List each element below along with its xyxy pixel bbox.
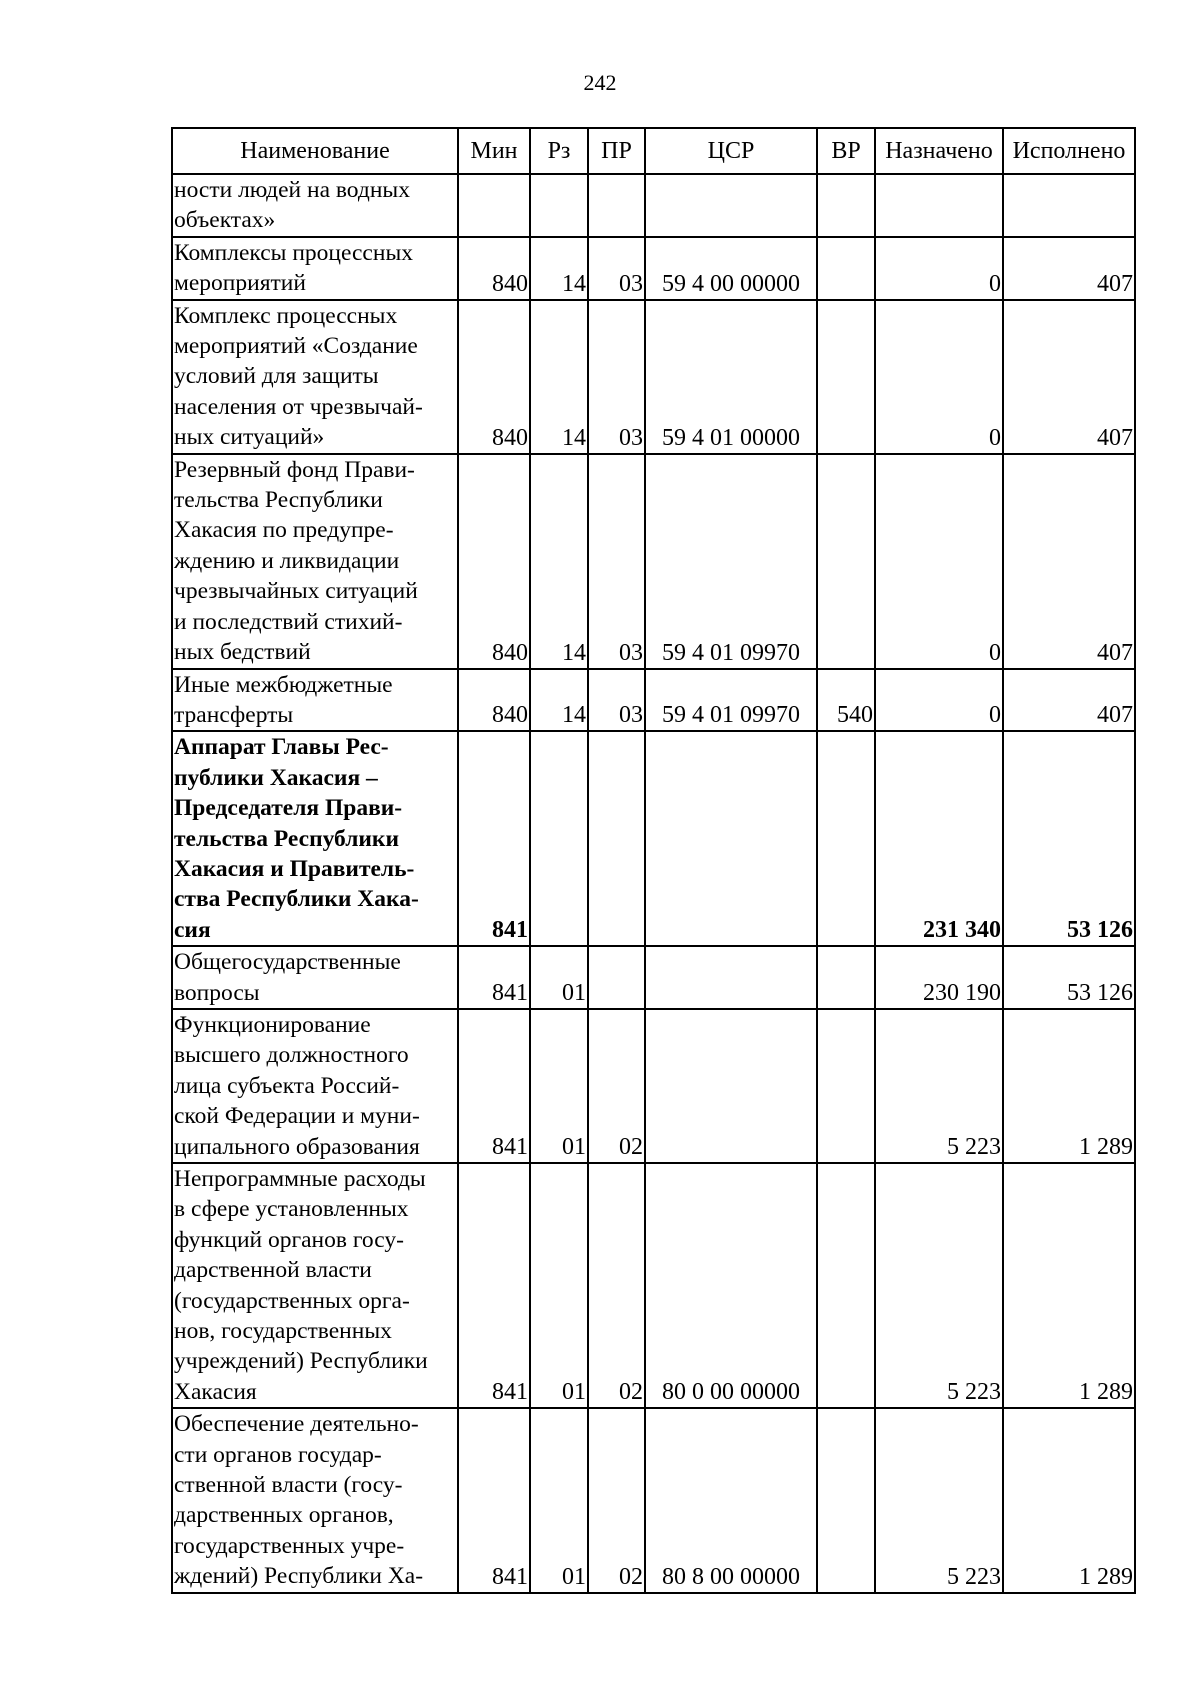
cell-name: Резервный фонд Прави- тельства Республики Хакасия по предупре- ждению и ликвидации чрезвычайных ситуаций и последствий стихий- ных бедствий bbox=[172, 454, 458, 669]
cell-name: ности людей на водных объектах» bbox=[172, 174, 458, 237]
cell-isp: 1 289 bbox=[1003, 1009, 1135, 1163]
cell-name: Функционирование высшего должностного лица субъекта Россий- ской Федерации и муни- ципального образования bbox=[172, 1009, 458, 1163]
table-row bbox=[172, 174, 1135, 237]
cell-min: 840 bbox=[458, 300, 530, 454]
cell-pr: 02 bbox=[588, 1009, 645, 1163]
cell-isp: 407 bbox=[1003, 237, 1135, 300]
cell-name: Непрограммные расходы в сфере установленных функций органов госу- дарственной власти (государственных орга- нов, государственных учреждений) Республики Хакасия bbox=[172, 1163, 458, 1408]
cell-isp: 407 bbox=[1003, 669, 1135, 732]
table-row bbox=[172, 300, 1135, 454]
cell-vr: 540 bbox=[817, 669, 875, 732]
table-row bbox=[172, 1163, 1135, 1408]
cell-name: Обеспечение деятельно- сти органов государ- ственной власти (госу- дарственных органов, государственных учре- ждений) Республики Ха- bbox=[172, 1408, 458, 1592]
table-row bbox=[172, 237, 1135, 300]
cell-rz bbox=[530, 174, 588, 237]
table-row bbox=[172, 1009, 1135, 1163]
cell-isp bbox=[1003, 174, 1135, 237]
cell-pr: 02 bbox=[588, 1163, 645, 1408]
cell-rz: 01 bbox=[530, 1163, 588, 1408]
cell-naz: 5 223 bbox=[875, 1009, 1003, 1163]
cell-min: 841 bbox=[458, 1163, 530, 1408]
cell-naz bbox=[875, 174, 1003, 237]
cell-rz bbox=[530, 731, 588, 946]
cell-rz: 01 bbox=[530, 1009, 588, 1163]
header-vr: ВР bbox=[817, 128, 875, 174]
cell-rz: 14 bbox=[530, 237, 588, 300]
cell-vr bbox=[817, 174, 875, 237]
cell-min: 841 bbox=[458, 1408, 530, 1592]
cell-isp: 407 bbox=[1003, 300, 1135, 454]
cell-naz: 0 bbox=[875, 454, 1003, 669]
cell-csr: 59 4 01 00000 bbox=[645, 300, 817, 454]
header-pr: ПР bbox=[588, 128, 645, 174]
cell-rz: 14 bbox=[530, 300, 588, 454]
header-rz: Рз bbox=[530, 128, 588, 174]
cell-csr: 80 8 00 00000 bbox=[645, 1408, 817, 1592]
cell-csr bbox=[645, 174, 817, 237]
cell-csr: 59 4 00 00000 bbox=[645, 237, 817, 300]
table-header-row bbox=[172, 128, 1135, 174]
cell-min: 841 bbox=[458, 1009, 530, 1163]
cell-vr bbox=[817, 454, 875, 669]
table-row bbox=[172, 1408, 1135, 1592]
cell-min: 840 bbox=[458, 669, 530, 732]
cell-vr bbox=[817, 1408, 875, 1592]
cell-pr: 03 bbox=[588, 300, 645, 454]
table-body bbox=[172, 174, 1135, 1593]
cell-isp: 53 126 bbox=[1003, 946, 1135, 1009]
cell-naz: 0 bbox=[875, 237, 1003, 300]
cell-name: Аппарат Главы Рес- публики Хакасия – Председателя Прави- тельства Республики Хакасия и Правитель- ства Республики Хака- сия bbox=[172, 731, 458, 946]
cell-isp: 407 bbox=[1003, 454, 1135, 669]
page-number: 242 bbox=[583, 70, 617, 95]
cell-min: 840 bbox=[458, 237, 530, 300]
header-min: Мин bbox=[458, 128, 530, 174]
header-isp: Исполнено bbox=[1003, 128, 1135, 174]
cell-csr: 59 4 01 09970 bbox=[645, 454, 817, 669]
cell-name: Комплексы процессных мероприятий bbox=[172, 237, 458, 300]
header-name: Наименование bbox=[172, 128, 458, 174]
cell-min: 840 bbox=[458, 454, 530, 669]
cell-rz: 01 bbox=[530, 1408, 588, 1592]
cell-name: Общегосударственные вопросы bbox=[172, 946, 458, 1009]
cell-isp: 1 289 bbox=[1003, 1408, 1135, 1592]
table-row bbox=[172, 669, 1135, 732]
table-row bbox=[172, 454, 1135, 669]
cell-vr bbox=[817, 300, 875, 454]
table-row bbox=[172, 946, 1135, 1009]
cell-name: Иные межбюджетные трансферты bbox=[172, 669, 458, 732]
header-naz: Назначено bbox=[875, 128, 1003, 174]
cell-naz: 0 bbox=[875, 300, 1003, 454]
cell-pr bbox=[588, 174, 645, 237]
cell-csr bbox=[645, 946, 817, 1009]
cell-naz: 5 223 bbox=[875, 1408, 1003, 1592]
cell-naz: 5 223 bbox=[875, 1163, 1003, 1408]
cell-min: 841 bbox=[458, 731, 530, 946]
cell-pr bbox=[588, 946, 645, 1009]
cell-csr bbox=[645, 1009, 817, 1163]
cell-pr bbox=[588, 731, 645, 946]
cell-vr bbox=[817, 1009, 875, 1163]
cell-vr bbox=[817, 237, 875, 300]
cell-naz: 0 bbox=[875, 669, 1003, 732]
cell-pr: 02 bbox=[588, 1408, 645, 1592]
table-row bbox=[172, 731, 1135, 946]
cell-pr: 03 bbox=[588, 669, 645, 732]
cell-min: 841 bbox=[458, 946, 530, 1009]
cell-pr: 03 bbox=[588, 237, 645, 300]
cell-vr bbox=[817, 1163, 875, 1408]
cell-rz: 14 bbox=[530, 454, 588, 669]
cell-csr bbox=[645, 731, 817, 946]
cell-vr bbox=[817, 731, 875, 946]
budget-table bbox=[171, 127, 1136, 1594]
cell-naz: 230 190 bbox=[875, 946, 1003, 1009]
cell-isp: 1 289 bbox=[1003, 1163, 1135, 1408]
cell-csr: 80 0 00 00000 bbox=[645, 1163, 817, 1408]
cell-csr: 59 4 01 09970 bbox=[645, 669, 817, 732]
cell-naz: 231 340 bbox=[875, 731, 1003, 946]
cell-isp: 53 126 bbox=[1003, 731, 1135, 946]
cell-rz: 01 bbox=[530, 946, 588, 1009]
cell-min bbox=[458, 174, 530, 237]
cell-pr: 03 bbox=[588, 454, 645, 669]
cell-name: Комплекс процессных мероприятий «Создание условий для защиты населения от чрезвычай- ных ситуаций» bbox=[172, 300, 458, 454]
header-csr: ЦСР bbox=[645, 128, 817, 174]
cell-rz: 14 bbox=[530, 669, 588, 732]
cell-vr bbox=[817, 946, 875, 1009]
